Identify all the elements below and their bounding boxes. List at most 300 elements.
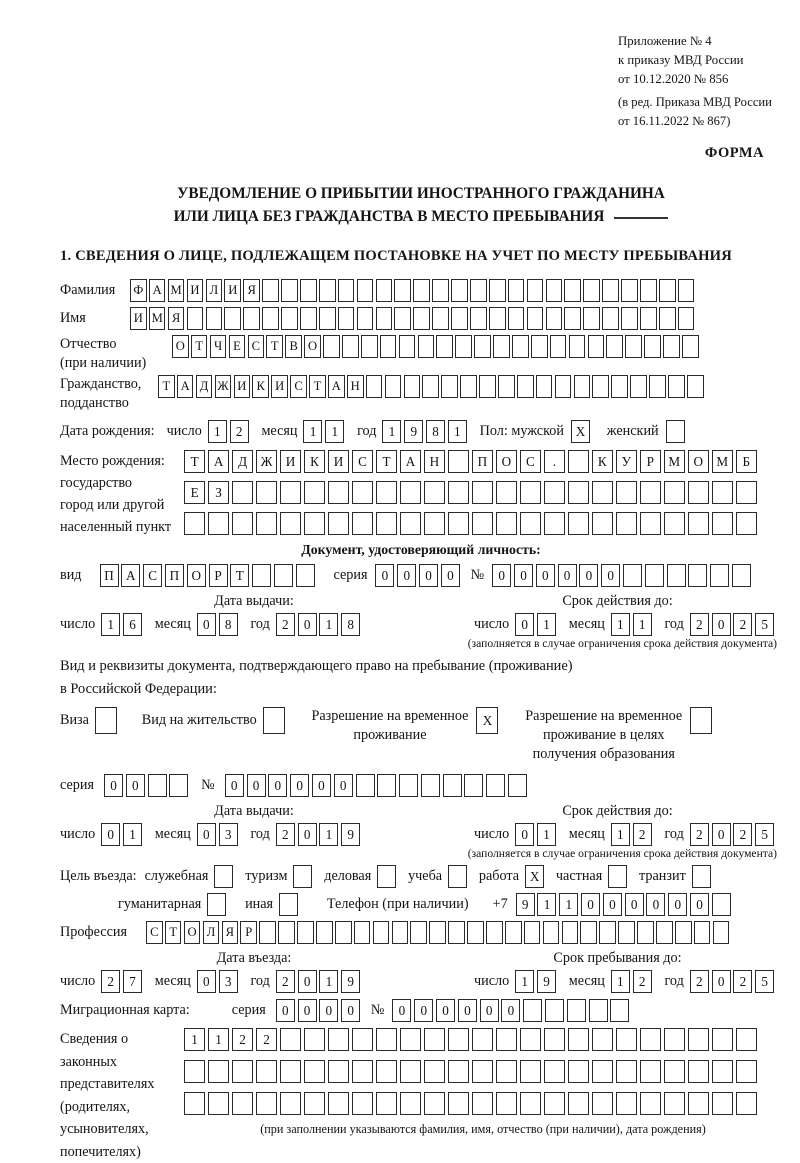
- birthplace-boxes-row3-cell[interactable]: [688, 512, 709, 535]
- profession-boxes-cell[interactable]: [486, 921, 503, 944]
- guardians-boxes-row3-cell[interactable]: [256, 1092, 277, 1115]
- birthplace-boxes-row1-cell[interactable]: А: [400, 450, 421, 473]
- profession-boxes-cell[interactable]: [562, 921, 579, 944]
- purpose-checkbox-turizm-cell[interactable]: [293, 865, 312, 888]
- guardians-boxes-row1-cell[interactable]: [328, 1028, 349, 1051]
- surname-boxes-cell[interactable]: [394, 279, 411, 302]
- guardians-boxes-row2-cell[interactable]: [352, 1060, 373, 1083]
- birthplace-boxes-row2-cell[interactable]: [400, 481, 421, 504]
- guardians-boxes-row3-cell[interactable]: [616, 1092, 637, 1115]
- permit-number-boxes-cell[interactable]: 0: [334, 774, 353, 797]
- guardians-boxes-row2-cell[interactable]: [472, 1060, 493, 1083]
- permit-number-boxes-cell[interactable]: [508, 774, 527, 797]
- iddoc-issue-year-boxes-cell[interactable]: 1: [319, 613, 338, 636]
- birthplace-boxes-row2-cell[interactable]: [592, 481, 613, 504]
- migcard-number-boxes-cell[interactable]: 0: [436, 999, 455, 1022]
- profession-boxes-cell[interactable]: Р: [240, 921, 257, 944]
- birthplace-boxes-row2-cell[interactable]: [304, 481, 325, 504]
- birthplace-boxes-row2-cell[interactable]: [712, 481, 733, 504]
- citizenship-boxes-cell[interactable]: Д: [196, 375, 213, 398]
- birthplace-boxes-row1-cell[interactable]: Т: [184, 450, 205, 473]
- permit-series-boxes-cell[interactable]: 0: [126, 774, 145, 797]
- guardians-boxes-row2-cell[interactable]: [712, 1060, 733, 1083]
- permit-number-boxes-cell[interactable]: [443, 774, 462, 797]
- surname-boxes-cell[interactable]: [451, 279, 468, 302]
- stay-month-boxes-cell[interactable]: 1: [611, 970, 630, 993]
- birthplace-boxes-row1-cell[interactable]: Д: [232, 450, 253, 473]
- migcard-number-boxes-cell[interactable]: [567, 999, 586, 1022]
- permit-temp-checkbox-cell[interactable]: X: [476, 707, 498, 734]
- citizenship-boxes-cell[interactable]: [441, 375, 458, 398]
- birthplace-boxes-row2-cell[interactable]: З: [208, 481, 229, 504]
- permit-number-boxes-cell[interactable]: 0: [290, 774, 309, 797]
- birthplace-boxes-row2-cell[interactable]: [736, 481, 757, 504]
- citizenship-boxes-cell[interactable]: [479, 375, 496, 398]
- guardians-boxes-row3-cell[interactable]: [640, 1092, 661, 1115]
- profession-boxes-cell[interactable]: [505, 921, 522, 944]
- permit-number-boxes-cell[interactable]: [399, 774, 418, 797]
- phone-boxes-cell[interactable]: 0: [625, 893, 644, 916]
- birthplace-boxes-row1-cell[interactable]: .: [544, 450, 565, 473]
- permit-series-boxes-cell[interactable]: [148, 774, 167, 797]
- birthplace-boxes-row2-cell[interactable]: [472, 481, 493, 504]
- guardians-boxes-row1-cell[interactable]: [472, 1028, 493, 1051]
- guardians-boxes-row1-cell[interactable]: [688, 1028, 709, 1051]
- purpose-checkbox-chastnaya-cell[interactable]: [608, 865, 627, 888]
- birthplace-boxes-row3-cell[interactable]: [592, 512, 613, 535]
- birthplace-boxes-row3-cell[interactable]: [568, 512, 589, 535]
- patronymic-boxes-cell[interactable]: [342, 335, 359, 358]
- guardians-boxes-row3-cell[interactable]: [568, 1092, 589, 1115]
- migcard-number-boxes-cell[interactable]: 0: [414, 999, 433, 1022]
- guardians-boxes-row2-cell[interactable]: [568, 1060, 589, 1083]
- iddoc-kind-boxes-cell[interactable]: П: [165, 564, 184, 587]
- birthplace-boxes-row3-cell[interactable]: [616, 512, 637, 535]
- permit-number-boxes-cell[interactable]: [486, 774, 505, 797]
- surname-boxes-cell[interactable]: [357, 279, 374, 302]
- birthplace-boxes-row3-cell[interactable]: [208, 512, 229, 535]
- birthplace-boxes-row2-cell[interactable]: [232, 481, 253, 504]
- birthplace-boxes-row2-cell[interactable]: [664, 481, 685, 504]
- surname-boxes-cell[interactable]: [564, 279, 581, 302]
- firstname-boxes-cell[interactable]: [357, 307, 374, 330]
- patronymic-boxes-cell[interactable]: [323, 335, 340, 358]
- birthplace-boxes-row2-cell[interactable]: [352, 481, 373, 504]
- guardians-boxes-row2-cell[interactable]: [616, 1060, 637, 1083]
- iddoc-kind-boxes-cell[interactable]: [274, 564, 293, 587]
- patronymic-boxes-cell[interactable]: [531, 335, 548, 358]
- guardians-boxes-row1-cell[interactable]: [640, 1028, 661, 1051]
- birthplace-boxes-row2-cell[interactable]: [640, 481, 661, 504]
- guardians-boxes-row2-cell[interactable]: [280, 1060, 301, 1083]
- entry-day-boxes-cell[interactable]: 7: [123, 970, 142, 993]
- permit-issue-day-boxes-cell[interactable]: 1: [123, 823, 142, 846]
- profession-boxes-cell[interactable]: [618, 921, 635, 944]
- birthplace-boxes-row1-cell[interactable]: И: [280, 450, 301, 473]
- iddoc-kind-boxes-cell[interactable]: С: [143, 564, 162, 587]
- guardians-boxes-row3-cell[interactable]: [400, 1092, 421, 1115]
- iddoc-kind-boxes-cell[interactable]: [296, 564, 315, 587]
- guardians-boxes-row3-cell[interactable]: [376, 1092, 397, 1115]
- guardians-boxes-row2-cell[interactable]: [496, 1060, 517, 1083]
- patronymic-boxes-cell[interactable]: В: [285, 335, 302, 358]
- citizenship-boxes-cell[interactable]: [404, 375, 421, 398]
- phone-boxes-cell[interactable]: 1: [559, 893, 578, 916]
- migcard-series-boxes-cell[interactable]: 0: [298, 999, 317, 1022]
- surname-boxes-cell[interactable]: А: [149, 279, 166, 302]
- profession-boxes-cell[interactable]: Я: [222, 921, 239, 944]
- surname-boxes-cell[interactable]: [527, 279, 544, 302]
- citizenship-boxes-cell[interactable]: Н: [347, 375, 364, 398]
- purpose-checkbox-inaya-cell[interactable]: [279, 893, 298, 916]
- profession-boxes-cell[interactable]: С: [146, 921, 163, 944]
- citizenship-boxes-cell[interactable]: И: [234, 375, 251, 398]
- phone-boxes-cell[interactable]: 1: [537, 893, 556, 916]
- birthplace-boxes-row2-cell[interactable]: [280, 481, 301, 504]
- guardians-boxes-row1-cell[interactable]: [304, 1028, 325, 1051]
- surname-boxes-cell[interactable]: [300, 279, 317, 302]
- iddoc-expiry-month-boxes-cell[interactable]: 1: [611, 613, 630, 636]
- birthplace-boxes-row3-cell[interactable]: [664, 512, 685, 535]
- permit-expiry-year-boxes-cell[interactable]: 2: [733, 823, 752, 846]
- firstname-boxes-cell[interactable]: [243, 307, 260, 330]
- surname-boxes-cell[interactable]: [262, 279, 279, 302]
- iddoc-issue-year-boxes-cell[interactable]: 2: [276, 613, 295, 636]
- firstname-boxes-cell[interactable]: [376, 307, 393, 330]
- phone-boxes-cell[interactable]: 0: [646, 893, 665, 916]
- guardians-boxes-row3-cell[interactable]: [280, 1092, 301, 1115]
- birthplace-boxes-row3-cell[interactable]: [544, 512, 565, 535]
- profession-boxes-cell[interactable]: [373, 921, 390, 944]
- patronymic-boxes-cell[interactable]: Т: [266, 335, 283, 358]
- birthplace-boxes-row2-cell[interactable]: [328, 481, 349, 504]
- guardians-boxes-row2-cell[interactable]: [328, 1060, 349, 1083]
- guardians-boxes-row2-cell[interactable]: [736, 1060, 757, 1083]
- firstname-boxes-cell[interactable]: Я: [168, 307, 185, 330]
- iddoc-kind-boxes-cell[interactable]: П: [100, 564, 119, 587]
- surname-boxes-cell[interactable]: [470, 279, 487, 302]
- guardians-boxes-row3-cell[interactable]: [328, 1092, 349, 1115]
- firstname-boxes-cell[interactable]: [224, 307, 241, 330]
- iddoc-issue-year-boxes-cell[interactable]: 0: [298, 613, 317, 636]
- migcard-number-boxes-cell[interactable]: 0: [392, 999, 411, 1022]
- iddoc-series-boxes-cell[interactable]: 0: [375, 564, 394, 587]
- citizenship-boxes-cell[interactable]: [385, 375, 402, 398]
- iddoc-kind-boxes-cell[interactable]: А: [121, 564, 140, 587]
- firstname-boxes-cell[interactable]: [546, 307, 563, 330]
- guardians-boxes-row2-cell[interactable]: [304, 1060, 325, 1083]
- firstname-boxes-cell[interactable]: [583, 307, 600, 330]
- birthplace-boxes-row3-cell[interactable]: [352, 512, 373, 535]
- guardians-boxes-row3-cell[interactable]: [352, 1092, 373, 1115]
- guardians-boxes-row1-cell[interactable]: [712, 1028, 733, 1051]
- firstname-boxes-cell[interactable]: [319, 307, 336, 330]
- birth-year-boxes-cell[interactable]: 9: [404, 420, 423, 443]
- entry-year-boxes-cell[interactable]: 2: [276, 970, 295, 993]
- birth-month-boxes-cell[interactable]: 1: [325, 420, 344, 443]
- birthplace-boxes-row3-cell[interactable]: [736, 512, 757, 535]
- guardians-boxes-row2-cell[interactable]: [376, 1060, 397, 1083]
- iddoc-number-boxes-cell[interactable]: [645, 564, 664, 587]
- permit-series-boxes-cell[interactable]: 0: [104, 774, 123, 797]
- iddoc-expiry-year-boxes-cell[interactable]: 0: [712, 613, 731, 636]
- birthplace-boxes-row1-cell[interactable]: Н: [424, 450, 445, 473]
- profession-boxes-cell[interactable]: [448, 921, 465, 944]
- birthplace-boxes-row2-cell[interactable]: Е: [184, 481, 205, 504]
- birthplace-boxes-row2-cell[interactable]: [544, 481, 565, 504]
- stay-year-boxes-cell[interactable]: 2: [690, 970, 709, 993]
- birthplace-boxes-row3-cell[interactable]: [280, 512, 301, 535]
- purpose-checkbox-rabota-cell[interactable]: X: [525, 865, 544, 888]
- guardians-boxes-row3-cell[interactable]: [664, 1092, 685, 1115]
- permit-number-boxes-cell[interactable]: [356, 774, 375, 797]
- iddoc-series-boxes-cell[interactable]: 0: [441, 564, 460, 587]
- guardians-boxes-row3-cell[interactable]: [208, 1092, 229, 1115]
- patronymic-boxes-cell[interactable]: [588, 335, 605, 358]
- citizenship-boxes-cell[interactable]: С: [290, 375, 307, 398]
- firstname-boxes-cell[interactable]: [489, 307, 506, 330]
- guardians-boxes-row2-cell[interactable]: [208, 1060, 229, 1083]
- guardians-boxes-row3-cell[interactable]: [520, 1092, 541, 1115]
- birthplace-boxes-row3-cell[interactable]: [472, 512, 493, 535]
- firstname-boxes-cell[interactable]: [564, 307, 581, 330]
- iddoc-number-boxes-cell[interactable]: [710, 564, 729, 587]
- permit-issue-year-boxes-cell[interactable]: 9: [341, 823, 360, 846]
- guardians-boxes-row2-cell[interactable]: [448, 1060, 469, 1083]
- iddoc-number-boxes-cell[interactable]: 0: [492, 564, 511, 587]
- permit-number-boxes-cell[interactable]: 0: [312, 774, 331, 797]
- guardians-boxes-row2-cell[interactable]: [544, 1060, 565, 1083]
- phone-boxes-cell[interactable]: 0: [668, 893, 687, 916]
- firstname-boxes-cell[interactable]: [432, 307, 449, 330]
- firstname-boxes-cell[interactable]: [678, 307, 695, 330]
- guardians-boxes-row3-cell[interactable]: [736, 1092, 757, 1115]
- patronymic-boxes-cell[interactable]: [418, 335, 435, 358]
- citizenship-boxes-cell[interactable]: А: [328, 375, 345, 398]
- permit-number-boxes-cell[interactable]: [464, 774, 483, 797]
- birthplace-boxes-row2-cell[interactable]: [256, 481, 277, 504]
- guardians-boxes-row1-cell[interactable]: [592, 1028, 613, 1051]
- surname-boxes-cell[interactable]: Я: [243, 279, 260, 302]
- citizenship-boxes-cell[interactable]: А: [177, 375, 194, 398]
- phone-boxes-cell[interactable]: 0: [690, 893, 709, 916]
- birthplace-boxes-row1-cell[interactable]: М: [712, 450, 733, 473]
- sex-female-checkbox-cell[interactable]: [666, 420, 685, 443]
- profession-boxes-cell[interactable]: [656, 921, 673, 944]
- profession-boxes-cell[interactable]: [675, 921, 692, 944]
- birth-year-boxes-cell[interactable]: 8: [426, 420, 445, 443]
- migcard-series-boxes-cell[interactable]: 0: [319, 999, 338, 1022]
- entry-month-boxes-cell[interactable]: 0: [197, 970, 216, 993]
- patronymic-boxes-cell[interactable]: [361, 335, 378, 358]
- birthplace-boxes-row1-cell[interactable]: Р: [640, 450, 661, 473]
- guardians-boxes-row1-cell[interactable]: 1: [184, 1028, 205, 1051]
- migcard-series-boxes-cell[interactable]: 0: [341, 999, 360, 1022]
- guardians-boxes-row2-cell[interactable]: [664, 1060, 685, 1083]
- birthplace-boxes-row3-cell[interactable]: [232, 512, 253, 535]
- guardians-boxes-row1-cell[interactable]: [544, 1028, 565, 1051]
- migcard-number-boxes-cell[interactable]: 0: [458, 999, 477, 1022]
- profession-boxes-cell[interactable]: [278, 921, 295, 944]
- iddoc-expiry-day-boxes-cell[interactable]: 0: [515, 613, 534, 636]
- birthplace-boxes-row3-cell[interactable]: [304, 512, 325, 535]
- firstname-boxes-cell[interactable]: [621, 307, 638, 330]
- guardians-boxes-row2-cell[interactable]: [232, 1060, 253, 1083]
- guardians-boxes-row1-cell[interactable]: [496, 1028, 517, 1051]
- patronymic-boxes-cell[interactable]: [455, 335, 472, 358]
- guardians-boxes-row1-cell[interactable]: [280, 1028, 301, 1051]
- entry-year-boxes-cell[interactable]: 9: [341, 970, 360, 993]
- guardians-boxes-row1-cell[interactable]: [424, 1028, 445, 1051]
- permit-issue-year-boxes-cell[interactable]: 1: [319, 823, 338, 846]
- birthplace-boxes-row3-cell[interactable]: [448, 512, 469, 535]
- birthplace-boxes-row1-cell[interactable]: Ж: [256, 450, 277, 473]
- birth-year-boxes-cell[interactable]: 1: [382, 420, 401, 443]
- stay-day-boxes-cell[interactable]: 1: [515, 970, 534, 993]
- permit-number-boxes-cell[interactable]: 0: [247, 774, 266, 797]
- surname-boxes-cell[interactable]: Л: [206, 279, 223, 302]
- birthplace-boxes-row1-cell[interactable]: [568, 450, 589, 473]
- migcard-number-boxes-cell[interactable]: 0: [480, 999, 499, 1022]
- sex-male-checkbox-cell[interactable]: X: [571, 420, 590, 443]
- profession-boxes-cell[interactable]: [694, 921, 711, 944]
- phone-boxes-cell[interactable]: 0: [581, 893, 600, 916]
- firstname-boxes-cell[interactable]: [508, 307, 525, 330]
- patronymic-boxes-cell[interactable]: [606, 335, 623, 358]
- iddoc-number-boxes-cell[interactable]: 0: [514, 564, 533, 587]
- citizenship-boxes-cell[interactable]: [687, 375, 704, 398]
- profession-boxes-cell[interactable]: [713, 921, 730, 944]
- permit-expiry-day-boxes-cell[interactable]: 0: [515, 823, 534, 846]
- profession-boxes-cell[interactable]: [410, 921, 427, 944]
- birthplace-boxes-row1-cell[interactable]: О: [496, 450, 517, 473]
- iddoc-number-boxes-cell[interactable]: 0: [536, 564, 555, 587]
- patronymic-boxes-cell[interactable]: [644, 335, 661, 358]
- permit-expiry-year-boxes-cell[interactable]: 0: [712, 823, 731, 846]
- citizenship-boxes-cell[interactable]: [630, 375, 647, 398]
- firstname-boxes-cell[interactable]: М: [149, 307, 166, 330]
- surname-boxes-cell[interactable]: [659, 279, 676, 302]
- patronymic-boxes-cell[interactable]: Т: [191, 335, 208, 358]
- birthplace-boxes-row1-cell[interactable]: С: [520, 450, 541, 473]
- stay-year-boxes-cell[interactable]: 5: [755, 970, 774, 993]
- iddoc-expiry-day-boxes-cell[interactable]: 1: [537, 613, 556, 636]
- birthplace-boxes-row1-cell[interactable]: К: [592, 450, 613, 473]
- citizenship-boxes-cell[interactable]: И: [271, 375, 288, 398]
- firstname-boxes-cell[interactable]: [338, 307, 355, 330]
- guardians-boxes-row2-cell[interactable]: [256, 1060, 277, 1083]
- profession-boxes-cell[interactable]: [297, 921, 314, 944]
- guardians-boxes-row1-cell[interactable]: [448, 1028, 469, 1051]
- permit-issue-year-boxes-cell[interactable]: 0: [298, 823, 317, 846]
- migcard-number-boxes-cell[interactable]: [545, 999, 564, 1022]
- iddoc-issue-year-boxes-cell[interactable]: 8: [341, 613, 360, 636]
- guardians-boxes-row3-cell[interactable]: [496, 1092, 517, 1115]
- citizenship-boxes-cell[interactable]: [611, 375, 628, 398]
- surname-boxes-cell[interactable]: И: [187, 279, 204, 302]
- purpose-checkbox-delovaya-cell[interactable]: [377, 865, 396, 888]
- birthplace-boxes-row2-cell[interactable]: [568, 481, 589, 504]
- permit-issue-day-boxes-cell[interactable]: 0: [101, 823, 120, 846]
- citizenship-boxes-cell[interactable]: [498, 375, 515, 398]
- permit-expiry-month-boxes-cell[interactable]: 2: [633, 823, 652, 846]
- birthplace-boxes-row1-cell[interactable]: У: [616, 450, 637, 473]
- birth-month-boxes-cell[interactable]: 1: [303, 420, 322, 443]
- patronymic-boxes-cell[interactable]: [493, 335, 510, 358]
- birthplace-boxes-row2-cell[interactable]: [520, 481, 541, 504]
- birthplace-boxes-row1-cell[interactable]: С: [352, 450, 373, 473]
- permit-issue-month-boxes-cell[interactable]: 3: [219, 823, 238, 846]
- profession-boxes-cell[interactable]: [316, 921, 333, 944]
- birthplace-boxes-row3-cell[interactable]: [424, 512, 445, 535]
- guardians-boxes-row1-cell[interactable]: 1: [208, 1028, 229, 1051]
- profession-boxes-cell[interactable]: [637, 921, 654, 944]
- patronymic-boxes-cell[interactable]: Ч: [210, 335, 227, 358]
- birthplace-boxes-row1-cell[interactable]: [448, 450, 469, 473]
- patronymic-boxes-cell[interactable]: Е: [229, 335, 246, 358]
- birthplace-boxes-row2-cell[interactable]: [448, 481, 469, 504]
- iddoc-issue-day-boxes-cell[interactable]: 6: [123, 613, 142, 636]
- citizenship-boxes-cell[interactable]: [592, 375, 609, 398]
- birthplace-boxes-row2-cell[interactable]: [496, 481, 517, 504]
- entry-month-boxes-cell[interactable]: 3: [219, 970, 238, 993]
- surname-boxes-cell[interactable]: [583, 279, 600, 302]
- stay-year-boxes-cell[interactable]: 2: [733, 970, 752, 993]
- patronymic-boxes-cell[interactable]: [663, 335, 680, 358]
- birthplace-boxes-row2-cell[interactable]: [688, 481, 709, 504]
- stay-month-boxes-cell[interactable]: 2: [633, 970, 652, 993]
- profession-boxes-cell[interactable]: [524, 921, 541, 944]
- firstname-boxes-cell[interactable]: [451, 307, 468, 330]
- profession-boxes-cell[interactable]: [467, 921, 484, 944]
- firstname-boxes-cell[interactable]: [281, 307, 298, 330]
- migcard-number-boxes-cell[interactable]: [610, 999, 629, 1022]
- birth-day-boxes-cell[interactable]: 2: [230, 420, 249, 443]
- guardians-boxes-row3-cell[interactable]: [232, 1092, 253, 1115]
- surname-boxes-cell[interactable]: [640, 279, 657, 302]
- birthplace-boxes-row2-cell[interactable]: [376, 481, 397, 504]
- purpose-checkbox-ucheba-cell[interactable]: [448, 865, 467, 888]
- guardians-boxes-row1-cell[interactable]: [568, 1028, 589, 1051]
- phone-boxes-cell[interactable]: [712, 893, 731, 916]
- firstname-boxes-cell[interactable]: [206, 307, 223, 330]
- iddoc-number-boxes-cell[interactable]: 0: [558, 564, 577, 587]
- iddoc-issue-month-boxes-cell[interactable]: 8: [219, 613, 238, 636]
- birthplace-boxes-row1-cell[interactable]: К: [304, 450, 325, 473]
- surname-boxes-cell[interactable]: [413, 279, 430, 302]
- citizenship-boxes-cell[interactable]: [574, 375, 591, 398]
- birthplace-boxes-row1-cell[interactable]: О: [688, 450, 709, 473]
- citizenship-boxes-cell[interactable]: [460, 375, 477, 398]
- permit-expiry-day-boxes-cell[interactable]: 1: [537, 823, 556, 846]
- profession-boxes-cell[interactable]: [429, 921, 446, 944]
- profession-boxes-cell[interactable]: О: [184, 921, 201, 944]
- firstname-boxes-cell[interactable]: [300, 307, 317, 330]
- surname-boxes-cell[interactable]: [319, 279, 336, 302]
- firstname-boxes-cell[interactable]: [659, 307, 676, 330]
- citizenship-boxes-cell[interactable]: [366, 375, 383, 398]
- stay-year-boxes-cell[interactable]: 0: [712, 970, 731, 993]
- profession-boxes-cell[interactable]: [580, 921, 597, 944]
- citizenship-boxes-cell[interactable]: [422, 375, 439, 398]
- iddoc-number-boxes-cell[interactable]: 0: [579, 564, 598, 587]
- patronymic-boxes-cell[interactable]: С: [248, 335, 265, 358]
- surname-boxes-cell[interactable]: М: [168, 279, 185, 302]
- birthplace-boxes-row3-cell[interactable]: [712, 512, 733, 535]
- birthplace-boxes-row1-cell[interactable]: Т: [376, 450, 397, 473]
- surname-boxes-cell[interactable]: [432, 279, 449, 302]
- patronymic-boxes-cell[interactable]: [569, 335, 586, 358]
